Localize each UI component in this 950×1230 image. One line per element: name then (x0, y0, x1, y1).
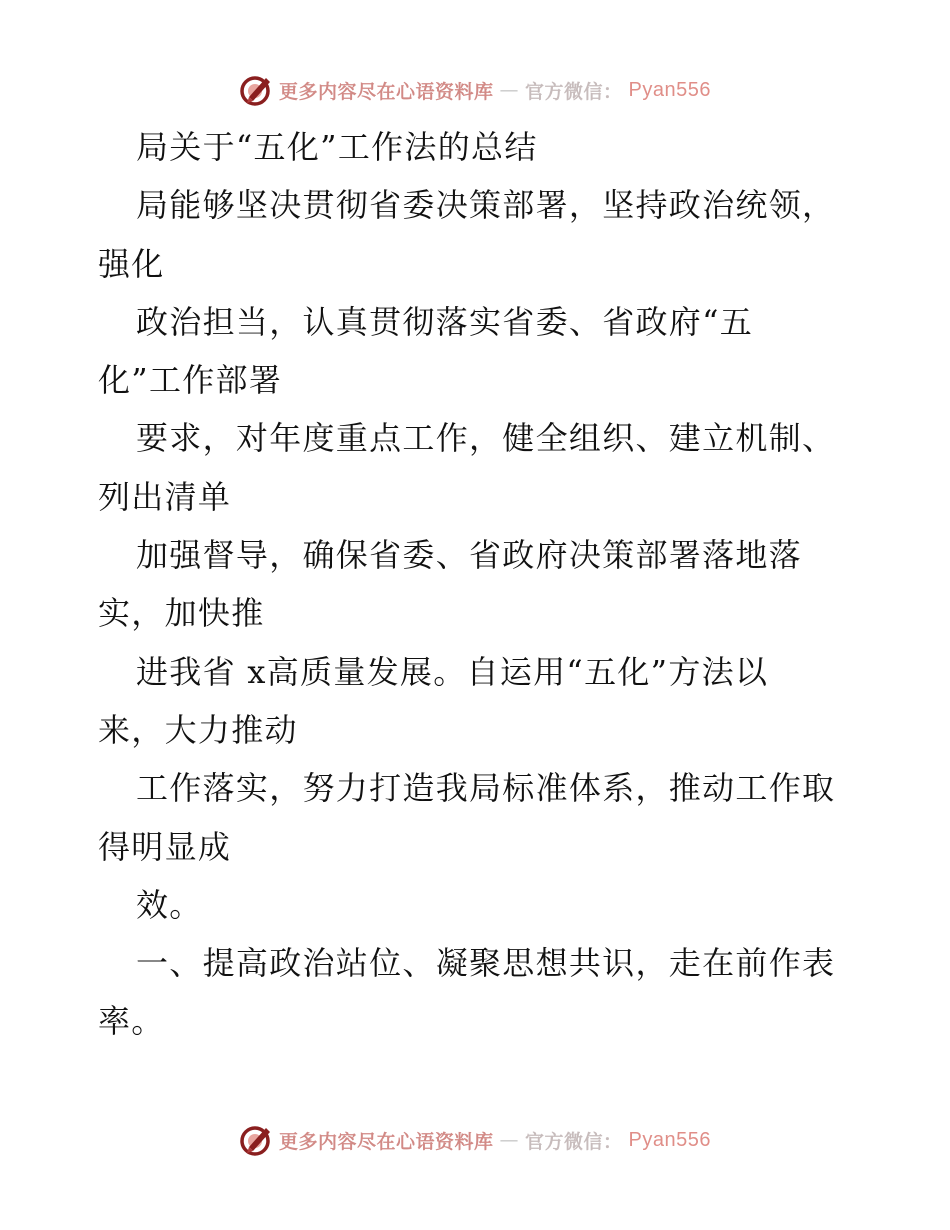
paragraph-line: 加强督导，确保省委、省政府决策部署落地落 (136, 536, 803, 575)
banner-separator: — (499, 79, 520, 101)
paragraph-line: 来，大力推动 (98, 710, 298, 749)
banner-main-text: 更多内容尽在心语资料库 (279, 80, 494, 103)
document-title-line: 局关于“五化”工作法的总结 (136, 128, 538, 166)
paragraph-line: 工作落实，努力打造我局标准体系，推动工作取 (136, 769, 836, 808)
header-watermark-banner (0, 70, 950, 110)
paragraph-line: 强化 (98, 244, 165, 283)
paragraph-line: 进我省 x高质量发展。自运用“五化”方法以 (136, 652, 769, 691)
paragraph-line: 效。 (136, 885, 203, 924)
paragraph-line: 局能够坚决贯彻省委决策部署，坚持政治统领， (136, 186, 836, 225)
banner-wechat-label: 官方微信： (525, 80, 623, 103)
paragraph-line: 列出清单 (98, 477, 232, 516)
banner-main-text: 更多内容尽在心语资料库 (279, 1130, 494, 1153)
banner-wechat-label: 官方微信： (525, 1130, 623, 1153)
paragraph-line: 得明显成 (98, 827, 232, 866)
paragraph-line: 化”工作部署 (98, 361, 283, 400)
footer-watermark-banner (0, 1120, 950, 1160)
paragraph-line: 政治担当，认真贯彻落实省委、省政府“五 (136, 302, 754, 341)
pen-nib-logo-icon (239, 1123, 273, 1157)
section-heading-line: 率。 (98, 1002, 165, 1041)
banner-separator: — (499, 1129, 520, 1151)
paragraph-line: 实，加快推 (98, 594, 265, 633)
pen-nib-logo-icon (239, 73, 273, 107)
document-body (98, 118, 868, 1051)
section-heading-line: 一、提高政治站位、凝聚思想共识，走在前作表 (136, 944, 836, 983)
banner-wechat-id: Pyan556 (628, 1128, 711, 1151)
banner-wechat-id: Pyan556 (628, 78, 711, 101)
paragraph-line: 要求，对年度重点工作，健全组织、建立机制、 (136, 419, 836, 458)
